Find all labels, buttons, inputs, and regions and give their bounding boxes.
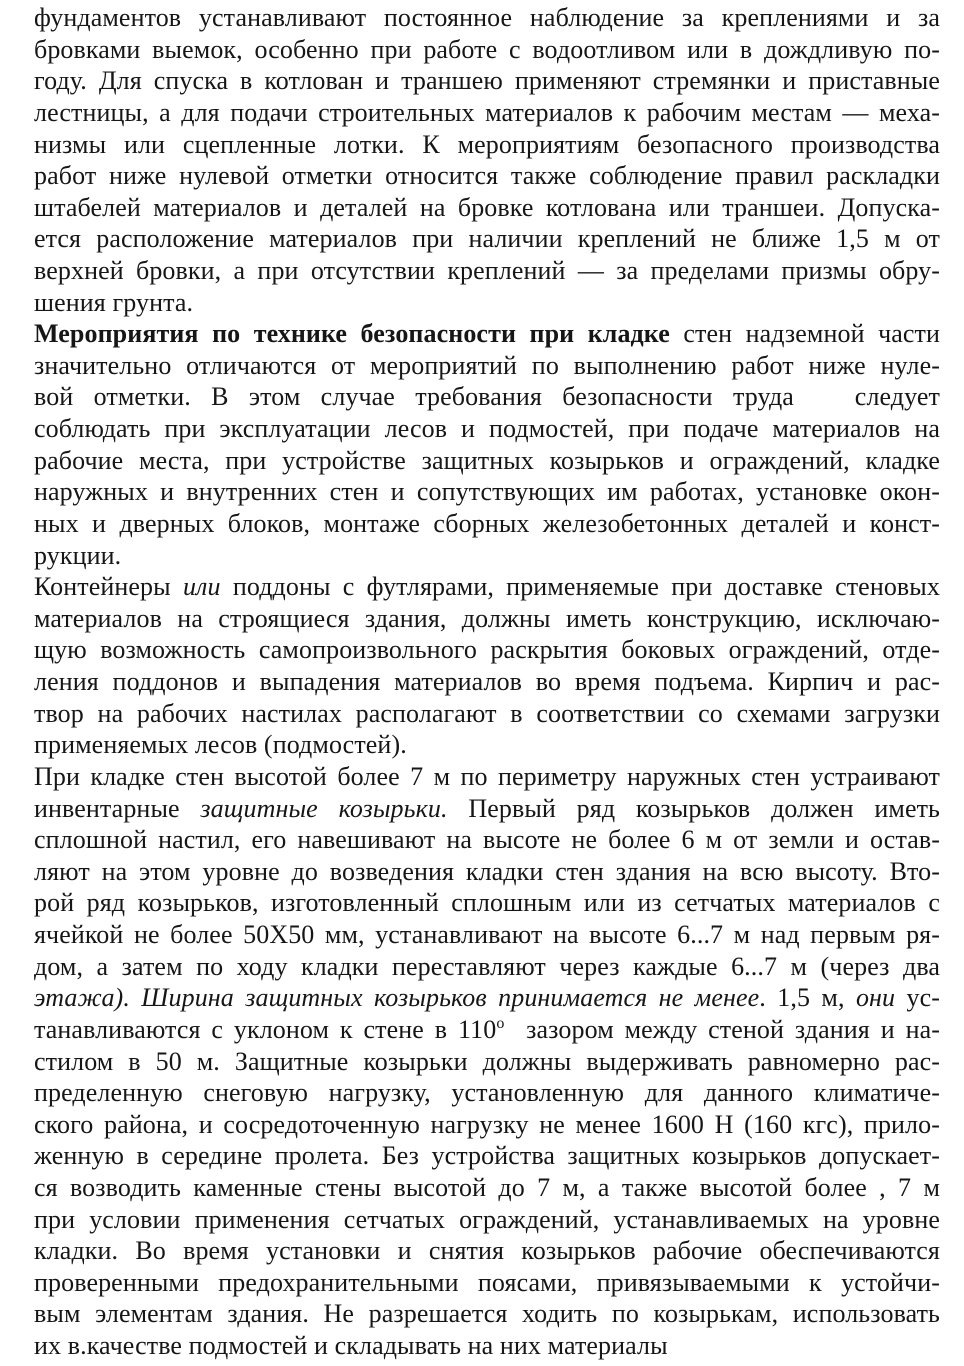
italic-text: защитные козырьки. xyxy=(200,793,448,823)
text-line xyxy=(34,1172,940,1204)
text-line xyxy=(34,1235,940,1267)
text-segment: значительно отличаются от мероприятий по выполнению работ ниже нуле- xyxy=(34,350,940,380)
text-segment: женную в середине пролета. Без устройства защитных козырьков допускает- xyxy=(34,1141,940,1171)
text-line xyxy=(34,1077,940,1109)
text-line xyxy=(34,1330,940,1362)
text-segment: поддоны с футлярами, применяемые при доставке стеновых xyxy=(220,572,940,602)
text-line xyxy=(34,65,940,97)
text-line xyxy=(34,129,940,161)
text-line xyxy=(34,571,940,603)
text-segment: ления поддонов и выпадения материалов во время подъема. Кирпич и рас- xyxy=(34,667,940,696)
degree-superscript: о xyxy=(496,1014,505,1032)
text-line xyxy=(34,1014,940,1046)
text-segment: пределенную снеговую нагрузку, установленную для данного климатиче- xyxy=(34,1078,940,1108)
text-segment: работ ниже нулевой отметки относится также соблюдение правил раскладки xyxy=(34,161,940,191)
text-segment: году. Для спуска в котлован и траншею применяют стремянки и приставные xyxy=(34,66,940,96)
text-segment: ячейкой не более 50Х50 мм, устанавливают на высоте 6...7 м над первым ря- xyxy=(34,920,940,949)
text-line xyxy=(34,445,940,477)
text-segment: соблюдать при эксплуатации лесов и подмостей, при подаче материалов на xyxy=(34,414,940,444)
text-line xyxy=(34,1140,940,1172)
text-segment: ных и дверных блоков, монтаже сборных железобетонных деталей и конст- xyxy=(34,508,940,538)
text-line xyxy=(34,160,940,192)
text-line xyxy=(34,540,940,572)
text-segment: бровками выемок, особенно при работе с водоотливом или в дождливую по- xyxy=(34,34,940,64)
text-segment: инвентарные xyxy=(34,793,201,823)
text-line xyxy=(34,856,940,888)
text-line xyxy=(34,1109,940,1141)
text-line xyxy=(34,255,940,287)
text-line xyxy=(34,729,940,761)
text-segment: щую возможность самопроизвольного раскрытия боковых ограждений, отде- xyxy=(34,635,940,665)
text-segment: лестницы, а для подачи строительных материалов к рабочим местам — меха- xyxy=(34,97,940,127)
text-line xyxy=(34,887,940,919)
text-line xyxy=(34,508,940,540)
text-segment: фундаментов устанавливают постоянное наблюдение за креплениями и за xyxy=(34,3,940,32)
text-segment: . 1,5 м, xyxy=(759,983,856,1013)
text-line xyxy=(34,1298,940,1330)
text-segment: При кладке стен высотой более 7 м по периметру наружных стен устраивают xyxy=(34,761,940,791)
text-line xyxy=(34,666,940,698)
text-line xyxy=(34,793,940,825)
text-line xyxy=(34,350,940,382)
text-segment: кладки. Во время установки и снятия козырьков рабочие обеспечиваются xyxy=(34,1236,940,1266)
text-segment: Первый ряд козырьков должен иметь xyxy=(447,793,940,823)
italic-text: они xyxy=(855,983,896,1013)
italic-text: этажа). Ширина защитных козырьков принимается не менее xyxy=(34,983,760,1013)
text-segment: шения грунта. xyxy=(34,287,194,317)
text-segment: танавливаются с уклоном к стене в 110 xyxy=(34,1014,497,1044)
text-segment: стен надземной части xyxy=(669,319,940,349)
text-line xyxy=(34,982,940,1014)
text-segment: низмы или сцепленные лотки. К мероприятиям безопасного производства xyxy=(34,129,940,159)
text-line xyxy=(34,413,940,445)
text-line xyxy=(34,223,940,255)
text-line xyxy=(34,287,940,319)
text-line xyxy=(34,381,940,413)
text-line xyxy=(34,761,940,793)
text-segment: стилом в 50 м. Защитные козырьки должны выдерживать равномерно рас- xyxy=(34,1046,940,1076)
text-line xyxy=(34,318,940,350)
text-line xyxy=(34,1267,940,1299)
text-segment: их в.качестве подмостей и складывать на них материалы xyxy=(34,1331,668,1360)
text-segment: рой ряд козырьков, изготовленный сплошным или из сетчатых материалов с xyxy=(34,888,940,918)
text-segment: рукции. xyxy=(34,540,122,570)
text-segment: проверенными предохранительными поясами, привязываемыми к устойчи- xyxy=(34,1267,940,1297)
text-line xyxy=(34,34,940,66)
text-segment: наружных и внутренних стен и сопутствующих им работах, установке окон- xyxy=(34,477,940,507)
text-segment: вой отметки. В этом случае требования безопасности труда следует xyxy=(34,382,940,412)
text-segment: рабочие места, при устройстве защитных козырьков и ограждений, кладке xyxy=(34,445,940,475)
text-segment: верхней бровки, а при отсутствии креплений — за пределами призмы обру- xyxy=(34,256,940,285)
text-line xyxy=(34,2,940,34)
text-segment: твор на рабочих настилах располагают в соответствии со схемами загрузки xyxy=(34,698,940,728)
text-segment: вым элементам здания. Не разрешается ходить по козырькам, использовать xyxy=(34,1299,940,1329)
text-line xyxy=(34,192,940,224)
text-line xyxy=(34,476,940,508)
text-line xyxy=(34,824,940,856)
text-segment: ся возводить каменные стены высотой до 7 м, а также высотой более , 7 м xyxy=(34,1172,940,1202)
text-segment: ется расположение материалов при наличии креплений не ближе 1,5 м от xyxy=(34,224,940,254)
italic-text: или xyxy=(182,572,221,602)
text-line xyxy=(34,1046,940,1078)
text-line xyxy=(34,97,940,129)
text-segment: ляют на этом уровне до возведения кладки стен здания на всю высоту. Вто- xyxy=(34,856,940,886)
text-line xyxy=(34,951,940,983)
text-line xyxy=(34,919,940,951)
text-segment: материалов на строящиеся здания, должны иметь конструкцию, исключаю- xyxy=(34,603,940,633)
text-line xyxy=(34,698,940,730)
text-segment: зазором между стеной здания и на- xyxy=(504,1014,940,1044)
text-line xyxy=(34,1204,940,1236)
text-segment: Контейнеры xyxy=(34,572,183,602)
bold-text: Мероприятия по технике безопасности при кладке xyxy=(34,319,670,349)
text-segment: ус- xyxy=(895,983,940,1013)
text-segment: применяемых лесов (подмостей). xyxy=(34,730,407,760)
text-segment: ского района, и сосредоточенную нагрузку не менее 1600 Н (160 кгс), прило- xyxy=(34,1109,940,1139)
text-line xyxy=(34,603,940,635)
text-line xyxy=(34,634,940,666)
text-segment: сплошной настил, его навешивают на высоте не более 6 м от земли и остав- xyxy=(34,825,940,855)
text-segment: дом, а затем по ходу кладки переставляют через каждые 6...7 м (через два xyxy=(34,951,940,981)
text-segment: штабелей материалов и деталей на бровке котлована или траншеи. Допуска- xyxy=(34,192,940,222)
text-segment: при условии применения сетчатых ограждений, устанавливаемых на уровне xyxy=(34,1204,940,1234)
